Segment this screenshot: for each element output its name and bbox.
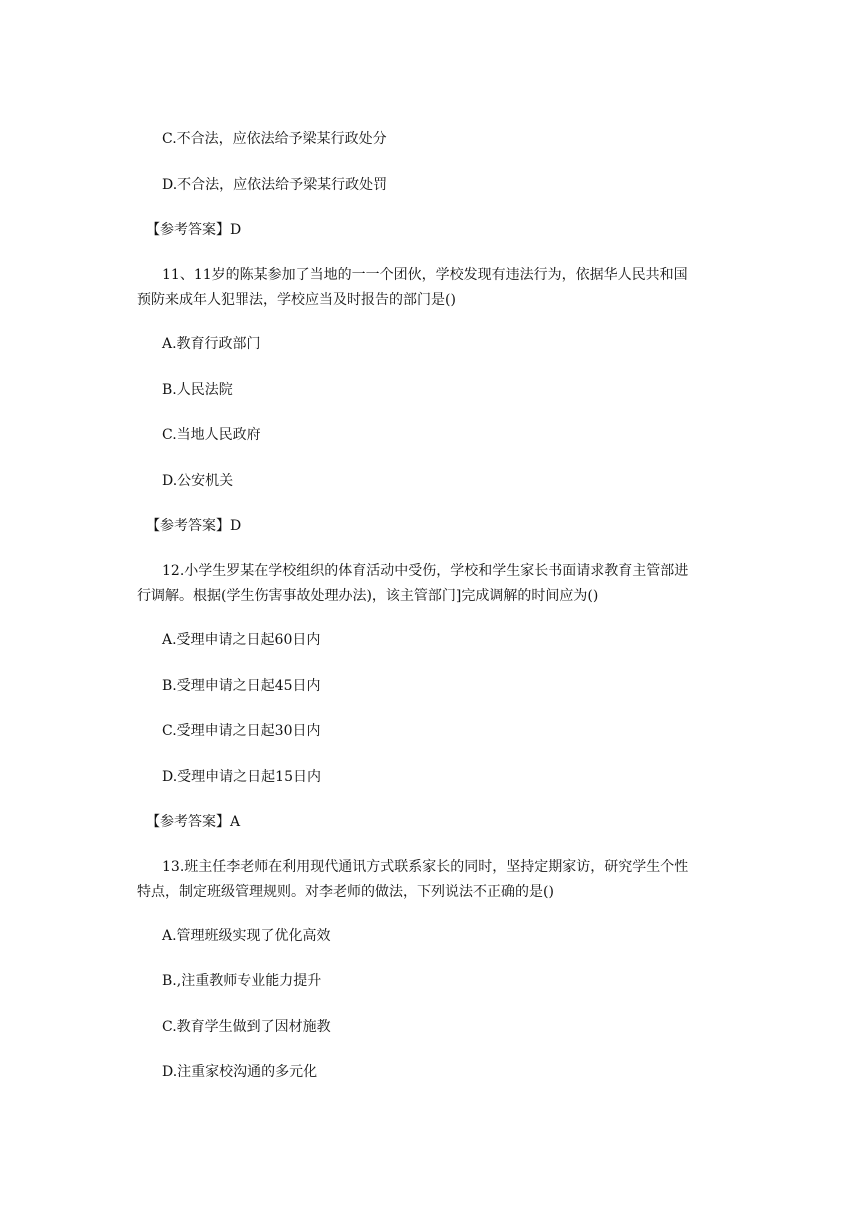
q12-option-d: D.受理申请之日起15日内 bbox=[162, 769, 321, 785]
q13-stem-line1: 13.班主任李老师在利用现代通讯方式联系家长的同时，坚持定期家访，研究学生个性 bbox=[162, 859, 689, 875]
q11-stem-line1: 11、11岁的陈某参加了当地的一一个团伙，学校发现有违法行为，依据华人民共和国 bbox=[162, 267, 688, 283]
q10-option-c: C.不合法，应依法给予梁某行政处分 bbox=[162, 131, 387, 147]
q11-option-b: B.人民法院 bbox=[162, 382, 233, 398]
q11-stem-line2: 预防来成年人犯罪法，学校应当及时报告的部门是() bbox=[137, 292, 456, 308]
q13-option-d: D.注重家校沟通的多元化 bbox=[162, 1064, 318, 1080]
q12-answer: 【参考答案】A bbox=[146, 814, 241, 830]
q11-stem bbox=[137, 263, 732, 313]
q13-option-a: A.管理班级实现了优化高效 bbox=[162, 928, 331, 944]
q11-option-c: C.当地人民政府 bbox=[162, 427, 261, 443]
q11-option-a: A.教育行政部门 bbox=[162, 336, 261, 352]
q11-answer: 【参考答案】D bbox=[146, 518, 242, 534]
q12-stem-line1: 12.小学生罗某在学校组织的体育活动中受伤，学校和学生家长书面请求教育主管部进 bbox=[162, 563, 689, 579]
q12-stem bbox=[137, 559, 732, 609]
q12-stem-line2: 行调解。根据(学生伤害事故处理办法)，该主管部门]完成调解的时间应为() bbox=[137, 588, 599, 604]
q13-stem bbox=[137, 855, 732, 905]
q12-option-c: C.受理申请之日起30日内 bbox=[162, 723, 321, 739]
q12-option-a: A.受理申请之日起60日内 bbox=[162, 632, 321, 648]
q12-option-b: B.受理申请之日起45日内 bbox=[162, 678, 321, 694]
q13-stem-line2: 特点，制定班级管理规则。对李老师的做法，下列说法不正确的是() bbox=[137, 884, 554, 900]
q10-option-d: D.不合法，应依法给予梁某行政处罚 bbox=[162, 177, 388, 193]
q13-option-c: C.教育学生做到了因材施教 bbox=[162, 1019, 331, 1035]
q10-answer: 【参考答案】D bbox=[146, 222, 242, 238]
q11-option-d: D.公安机关 bbox=[162, 473, 234, 489]
q13-option-b: B.,注重教师专业能力提升 bbox=[162, 973, 322, 989]
